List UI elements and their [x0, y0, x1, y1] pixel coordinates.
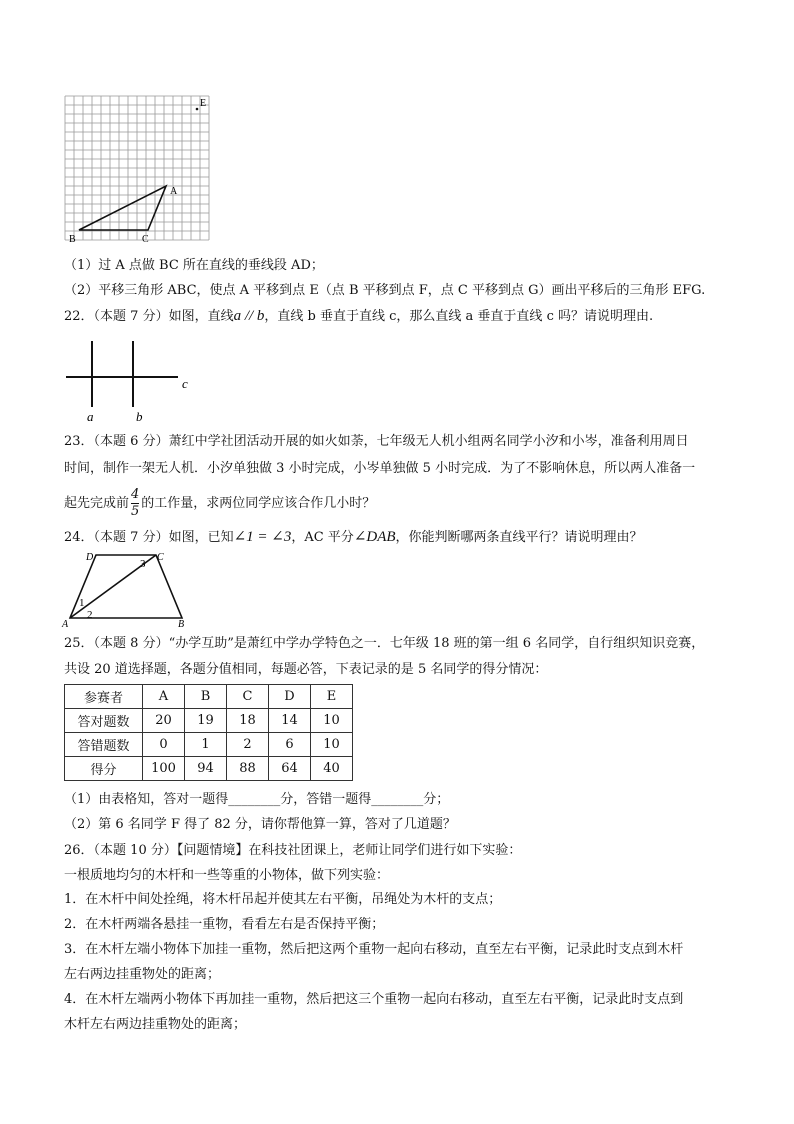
grid-lines	[65, 96, 209, 240]
label-line-a: a	[87, 409, 94, 424]
fraction-numerator: 4	[131, 487, 140, 502]
table-cell: 1	[185, 733, 227, 757]
table-cell: 10	[311, 733, 353, 757]
table-cell: 64	[269, 757, 311, 781]
table-cell: 88	[227, 757, 269, 781]
label-line-b: b	[136, 409, 143, 424]
q26-step2: 2．在木杆两端各悬挂一重物，看看左右是否保持平衡；	[64, 917, 385, 932]
table-header-cell: 参赛者	[65, 685, 143, 709]
table-header-cell: D	[269, 685, 311, 709]
table-cell: 18	[227, 709, 269, 733]
q24-math1: ∠1 = ∠3	[233, 529, 292, 545]
label-c2: C	[157, 552, 164, 563]
q22-math: a // b	[233, 308, 265, 324]
q22-text-b: ，直线 b 垂直于直线 c，那么直线 a 垂直于直线 c 吗？请说明理由.	[264, 309, 654, 324]
table-header-cell: C	[227, 685, 269, 709]
table-cell: 40	[311, 757, 353, 781]
table-cell: 10	[311, 709, 353, 733]
table-cell: 得分	[65, 757, 143, 781]
q22-text-a: 22．（本题 7 分）如图，直线	[64, 309, 234, 324]
table-header-row	[65, 685, 353, 709]
q23-line3	[64, 484, 375, 524]
q23-line3b: 的工作量，求两位同学应该合作几小时？	[141, 496, 376, 511]
q24-text-c: ，你能判断哪两条直线平行？请说明理由？	[395, 530, 643, 545]
table-cell: 20	[143, 709, 185, 733]
q26-line1: 26．（本题 10 分）【问题情境】在科技社团课上，老师让同学们进行如下实验：	[64, 843, 522, 858]
score-table	[64, 684, 353, 781]
angle-2: 2	[87, 609, 93, 621]
q25-part1: （1）由表格知，答对一题得________分，答错一题得________分；	[64, 792, 450, 807]
q22-question	[64, 307, 653, 326]
q24-question	[64, 528, 643, 547]
point-e	[196, 108, 199, 111]
q23-line2: 时间，制作一架无人机．小汐单独做 3 小时完成，小岑单独做 5 小时完成．为了不影响休息，所以两人准备一	[64, 461, 696, 476]
table-cell: 答错题数	[65, 733, 143, 757]
grid-figure	[60, 92, 220, 248]
q24-text-b: ，AC 平分	[291, 530, 354, 545]
angle-1: 1	[79, 597, 85, 609]
q23-line3a: 起先完成前	[64, 496, 130, 511]
table-cell: 答对题数	[65, 709, 143, 733]
table-header-cell: B	[185, 685, 227, 709]
label-b: B	[69, 234, 76, 245]
q26-step4b: 木杆左右两边挂重物处的距离；	[64, 1017, 247, 1032]
q26-step3a: 3．在木杆左端小物体下加挂一重物，然后把这两个重物一起向右移动，直至左右平衡，记录此时支点到木杆	[64, 942, 684, 957]
label-e: E	[200, 98, 207, 109]
q26-step1: 1．在木杆中间处拴绳，将木杆吊起并使其左右平衡，吊绳处为木杆的支点；	[64, 892, 502, 907]
q26-line2: 一根质地均匀的木杆和一些等重的小物体，做下列实验：	[64, 868, 390, 883]
table-header-cell: A	[143, 685, 185, 709]
angle-3: 3	[140, 558, 146, 570]
q21-part2: （2）平移三角形 ABC，使点 A 平移到点 E（点 B 平移到点 F，点 C 平移到点 G）画出平移后的三角形 EFG.	[64, 283, 706, 298]
table-cell: 6	[269, 733, 311, 757]
table-cell: 100	[143, 757, 185, 781]
fraction-four-fifths	[131, 487, 139, 520]
label-d: D	[86, 552, 94, 563]
table-row	[65, 709, 353, 733]
q21-part1: （1）过 A 点做 BC 所在直线的垂线段 AD；	[64, 258, 324, 273]
q25-line1: 25．（本题 8 分）“办学互助”是萧红中学办学特色之一．七年级 18 班的第一组 6 名同学，自行组织知识竞赛，	[64, 636, 705, 651]
table-cell: 94	[185, 757, 227, 781]
q24-math2: ∠DAB	[353, 529, 396, 545]
parallel-lines-figure	[60, 335, 200, 425]
q24-text-a: 24．（本题 7 分）如图，已知	[64, 530, 234, 545]
table-row	[65, 733, 353, 757]
table-cell: 2	[227, 733, 269, 757]
label-a2: A	[62, 619, 69, 628]
q23-line1: 23．（本题 6 分）萧红中学社团活动开展的如火如荼，七年级无人机小组两名同学小汐和小岑，准备利用周日	[64, 434, 689, 449]
q25-part2: （2）第 6 名同学 F 得了 82 分，请你帮他算一算，答对了几道题？	[64, 817, 456, 832]
label-a: A	[170, 186, 178, 197]
q26-step3b: 左右两边挂重物处的距离；	[64, 967, 221, 982]
label-b2: B	[178, 619, 185, 628]
trapezoid-figure	[60, 548, 200, 628]
table-row	[65, 757, 353, 781]
table-header-cell: E	[311, 685, 353, 709]
table-cell: 0	[143, 733, 185, 757]
q26-step4a: 4．在木杆左端两小物体下再加挂一重物，然后把这三个重物一起向右移动，直至左右平衡，记录此时支点到	[64, 992, 684, 1007]
fraction-denominator: 5	[131, 504, 140, 519]
label-c: C	[142, 234, 149, 245]
label-line-c: c	[182, 376, 188, 391]
table-cell: 14	[269, 709, 311, 733]
q25-line2: 共设 20 道选择题，各题分值相同，每题必答，下表记录的是 5 名同学的得分情况：	[64, 662, 548, 677]
table-cell: 19	[185, 709, 227, 733]
